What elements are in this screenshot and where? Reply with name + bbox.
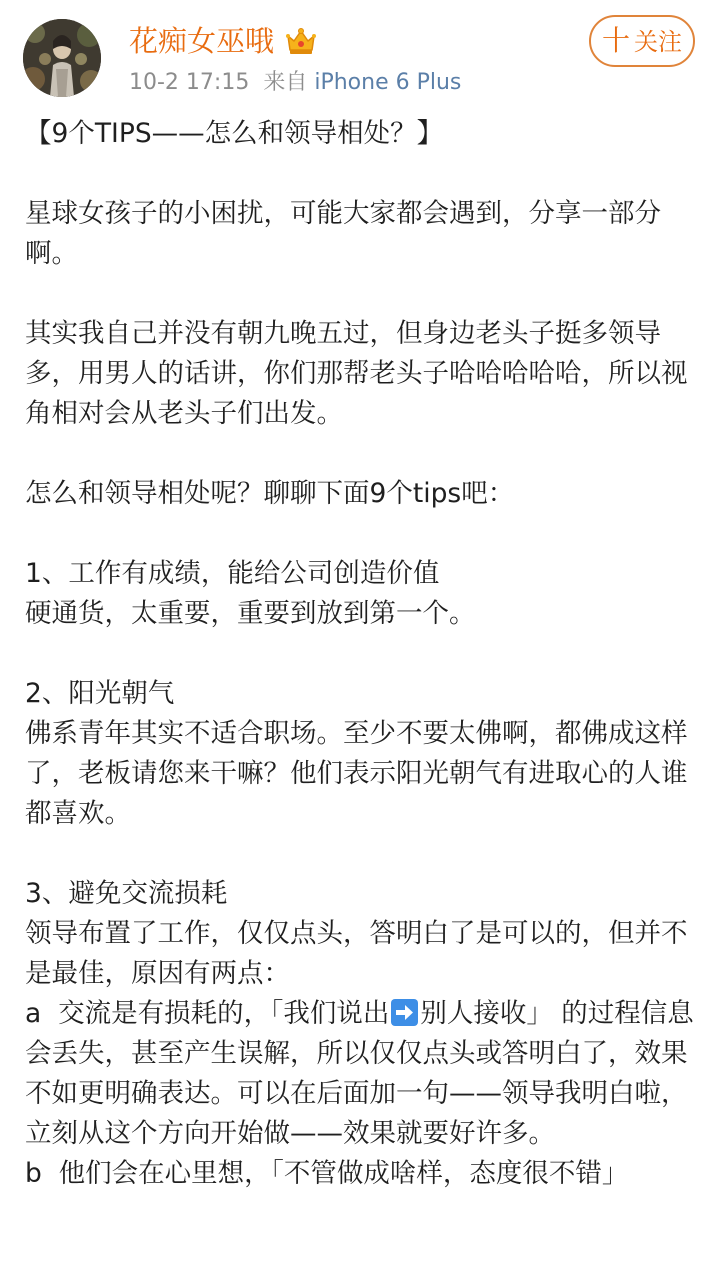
post-timestamp: 10-2 17:15 xyxy=(129,70,250,95)
tip-3-point-a-start: a 交流是有损耗的，「我们说出 xyxy=(25,998,390,1029)
tip-3-point-a-end: 别人接收」 的过程信息会丢失，甚至产生误解，所以仅仅点头或答明白了，效果不如更明确表达。可以在后面加一句——领导我明白啦，立刻从这个方向开始做——效果就要好许多。 xyxy=(25,998,694,1149)
plus-icon: 十 xyxy=(601,24,630,57)
post-paragraph-intro: 星球女孩子的小困扰，可能大家都会遇到，分享一部分啊。 xyxy=(25,198,661,269)
follow-button[interactable] xyxy=(589,15,695,67)
post-header xyxy=(0,0,720,110)
tip-1-body: 硬通货，太重要，重要到放到第一个。 xyxy=(25,598,476,629)
post-paragraph-background: 其实我自己并没有朝九晚五过，但身边老头子挺多领导多，用男人的话讲，你们那帮老头子哈哈哈哈哈，所以视角相对会从老头子们出发。 xyxy=(25,318,688,429)
post-body xyxy=(25,114,695,1194)
post-paragraph-question: 怎么和领导相处呢？聊聊下面9个tips吧： xyxy=(25,478,515,509)
avatar-image xyxy=(23,19,101,97)
tip-2-title: 2、阳光朝气 xyxy=(25,678,175,709)
post-meta xyxy=(129,68,461,98)
tip-2-body: 佛系青年其实不适合职场。至少不要太佛啊，都佛成这样了，老板请您来干嘛？他们表示阳光朝气有进取心的人谁都喜欢。 xyxy=(25,718,688,829)
source-prefix: 来自 xyxy=(263,70,308,95)
right-arrow-emoji-icon xyxy=(391,999,418,1026)
tip-3-point-b: b 他们会在心里想，「不管做成啥样，态度很不错」 xyxy=(25,1158,629,1189)
tip-3-point-a xyxy=(25,994,695,1154)
post-source-link[interactable]: iPhone 6 Plus xyxy=(314,70,462,95)
tip-3-title: 3、避免交流损耗 xyxy=(25,878,228,909)
tip-3-body: 领导布置了工作，仅仅点头，答明白了是可以的，但并不是最佳，原因有两点： xyxy=(25,918,688,989)
username[interactable]: 花痴女巫哦 xyxy=(129,24,275,58)
crown-badge-icon[interactable] xyxy=(285,26,317,56)
user-avatar[interactable] xyxy=(23,19,101,97)
tip-1-title: 1、工作有成绩，能给公司创造价值 xyxy=(25,558,440,589)
post-title: 【9个TIPS——怎么和领导相处？】 xyxy=(25,118,444,149)
follow-label: 关注 xyxy=(634,28,682,56)
